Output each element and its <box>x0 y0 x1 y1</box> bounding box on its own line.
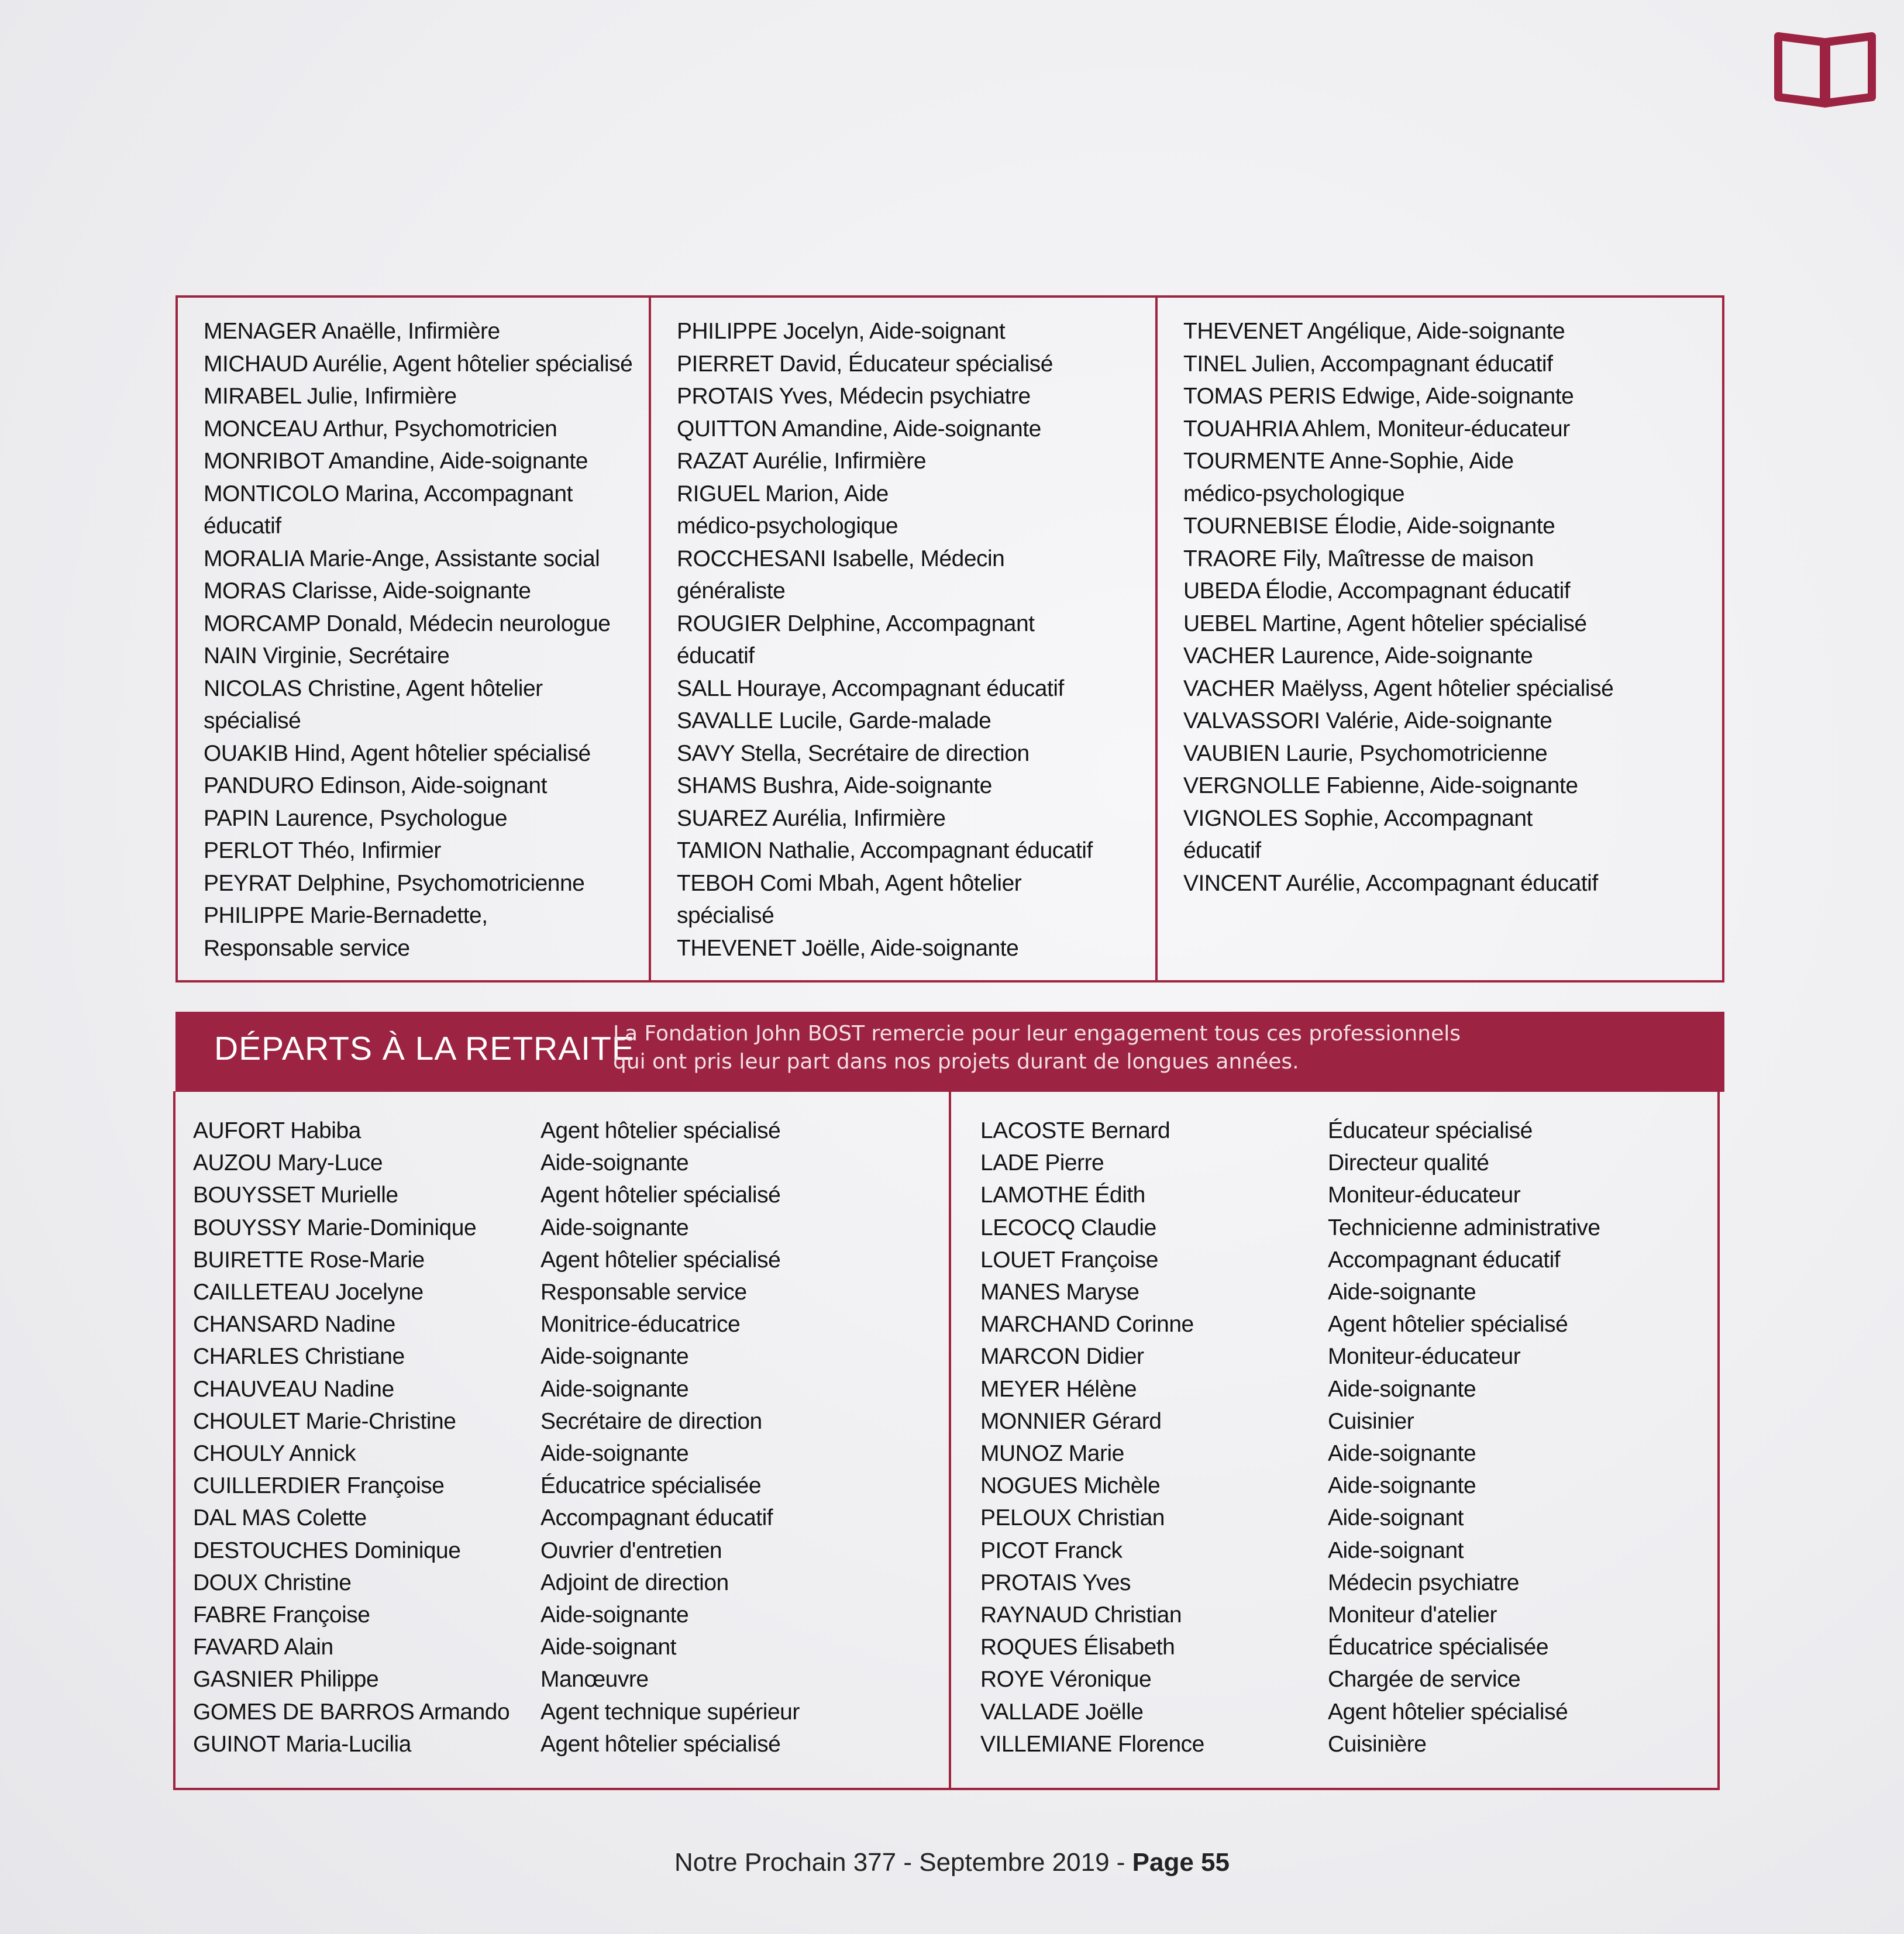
retiree-name: FABRE Françoise <box>193 1602 370 1628</box>
staff-entry: NICOLAS Christine, Agent hôtelier <box>204 675 543 701</box>
retiree-name: CHOULY Annick <box>193 1441 356 1467</box>
retiree-role: Aide-soignant <box>1328 1505 1464 1531</box>
staff-entry: MICHAUD Aurélie, Agent hôtelier spécialisé <box>204 351 633 377</box>
retiree-role: Agent hôtelier spécialisé <box>1328 1312 1568 1337</box>
staff-entry: SAVY Stella, Secrétaire de direction <box>677 740 1030 766</box>
staff-entry: PHILIPPE Marie-Bernadette, <box>204 903 488 928</box>
staff-entry: MENAGER Anaëlle, Infirmière <box>204 319 500 344</box>
staff-entry: SHAMS Bushra, Aide-soignante <box>677 773 992 798</box>
retirement-title: DÉPARTS À LA RETRAITE <box>214 1030 635 1067</box>
staff-entry: UEBEL Martine, Agent hôtelier spécialisé <box>1183 611 1587 636</box>
retiree-role: Aide-soignante <box>540 1602 689 1628</box>
staff-entry: généraliste <box>677 578 786 604</box>
staff-entry: MONCEAU Arthur, Psychomotricien <box>204 416 557 442</box>
retiree-name: LOUET Françoise <box>980 1247 1158 1273</box>
staff-entry: SUAREZ Aurélia, Infirmière <box>677 805 946 831</box>
staff-entry: PAPIN Laurence, Psychologue <box>204 805 508 831</box>
retiree-role: Responsable service <box>540 1280 747 1305</box>
retiree-row <box>980 1470 1706 1502</box>
retiree-name: CHANSARD Nadine <box>193 1312 395 1337</box>
retiree-name: PELOUX Christian <box>980 1505 1165 1531</box>
retiree-role: Agent hôtelier spécialisé <box>1328 1699 1568 1725</box>
staff-entry: éducatif <box>677 643 755 668</box>
retiree-name: MUNOZ Marie <box>980 1441 1124 1467</box>
staff-entry: PERLOT Théo, Infirmier <box>204 838 441 863</box>
retiree-name: MARCHAND Corinne <box>980 1312 1194 1337</box>
retiree-role: Agent hôtelier spécialisé <box>540 1183 781 1208</box>
retiree-name: CHARLES Christiane <box>193 1344 405 1370</box>
retiree-row <box>193 1212 942 1244</box>
retiree-name: MANES Maryse <box>980 1280 1139 1305</box>
retiree-role: Agent hôtelier spécialisé <box>540 1731 781 1757</box>
retiree-role: Médecin psychiatre <box>1328 1570 1519 1595</box>
retiree-role: Aide-soignante <box>1328 1441 1476 1467</box>
retirement-list-box <box>173 1091 1720 1790</box>
retiree-row <box>980 1663 1706 1695</box>
staff-entry: TOURNEBISE Élodie, Aide-soignante <box>1183 513 1555 539</box>
retiree-role: Cuisinière <box>1328 1731 1427 1757</box>
retiree-role: Technicienne administrative <box>1328 1215 1600 1240</box>
retiree-name: PROTAIS Yves <box>980 1570 1131 1595</box>
retirement-intro-line-1: La Fondation John BOST remercie pour leur engagement tous ces professionnels <box>613 1022 1461 1046</box>
staff-entry: PEYRAT Delphine, Psychomotricienne <box>204 870 585 896</box>
retiree-name: BOUYSSET Murielle <box>193 1183 398 1208</box>
retiree-row <box>193 1308 942 1340</box>
retiree-name: DAL MAS Colette <box>193 1505 367 1531</box>
staff-entry: médico-psychologique <box>677 513 898 539</box>
retiree-name: FAVARD Alain <box>193 1635 333 1660</box>
retiree-role: Ouvrier d'entretien <box>540 1537 722 1563</box>
staff-entry: TOMAS PERIS Edwige, Aide-soignante <box>1183 384 1574 409</box>
staff-entry: PANDURO Edinson, Aide-soignant <box>204 773 547 798</box>
retiree-name: DOUX Christine <box>193 1570 352 1595</box>
retiree-row <box>980 1502 1706 1534</box>
retiree-role: Agent hôtelier spécialisé <box>540 1118 781 1143</box>
retiree-row <box>193 1502 942 1534</box>
staff-entry: Responsable service <box>204 935 410 961</box>
staff-entry: RIGUEL Marion, Aide <box>677 481 889 506</box>
retiree-role: Aide-soignante <box>540 1215 689 1240</box>
staff-entry: THEVENET Angélique, Aide-soignante <box>1183 319 1565 344</box>
staff-entry: spécialisé <box>204 708 301 733</box>
retiree-row <box>193 1470 942 1502</box>
retiree-row <box>980 1405 1706 1437</box>
retiree-name: AUFORT Habiba <box>193 1118 361 1143</box>
retirement-banner <box>175 1012 1724 1092</box>
retiree-role: Aide-soignante <box>1328 1473 1476 1499</box>
retiree-name: DESTOUCHES Dominique <box>193 1537 461 1563</box>
staff-entry: TEBOH Comi Mbah, Agent hôtelier <box>677 870 1022 896</box>
retiree-row <box>193 1663 942 1695</box>
retiree-role: Éducatrice spécialisée <box>540 1473 762 1499</box>
staff-entry: MORCAMP Donald, Médecin neurologue <box>204 611 611 636</box>
staff-entry: MORAS Clarisse, Aide-soignante <box>204 578 531 604</box>
page-number: Page 55 <box>1132 1848 1230 1877</box>
staff-entry: VIGNOLES Sophie, Accompagnant <box>1183 805 1533 831</box>
retiree-row <box>980 1147 1706 1179</box>
retiree-row <box>980 1276 1706 1308</box>
retirement-intro-line-2: qui ont pris leur part dans nos projets durant de longues années. <box>613 1050 1299 1074</box>
retiree-name: BUIRETTE Rose-Marie <box>193 1247 425 1273</box>
staff-entry: SAVALLE Lucile, Garde-malade <box>677 708 991 733</box>
retiree-row <box>193 1437 942 1470</box>
retiree-role: Moniteur d'atelier <box>1328 1602 1497 1628</box>
retirement-intro <box>613 1020 1695 1076</box>
retiree-role: Aide-soignant <box>1328 1537 1464 1563</box>
staff-entry: MONRIBOT Amandine, Aide-soignante <box>204 449 588 474</box>
retiree-role: Aide-soignante <box>540 1441 689 1467</box>
retiree-role: Adjoint de direction <box>540 1570 729 1595</box>
retiree-role: Accompagnant éducatif <box>540 1505 773 1531</box>
staff-entry: TOUAHRIA Ahlem, Moniteur-éducateur <box>1183 416 1570 442</box>
retiree-role: Moniteur-éducateur <box>1328 1344 1521 1370</box>
retiree-row <box>193 1535 942 1567</box>
staff-entry: VERGNOLLE Fabienne, Aide-soignante <box>1183 773 1578 798</box>
retiree-row <box>980 1244 1706 1276</box>
retiree-list-right <box>980 1115 1706 1760</box>
retiree-role: Aide-soignante <box>540 1344 689 1370</box>
retiree-role: Monitrice-éducatrice <box>540 1312 741 1337</box>
retiree-row <box>980 1535 1706 1567</box>
retiree-row <box>980 1631 1706 1663</box>
staff-entry: ROUGIER Delphine, Accompagnant <box>677 611 1035 636</box>
staff-entry: NAIN Virginie, Secrétaire <box>204 643 450 668</box>
staff-entry: MONTICOLO Marina, Accompagnant <box>204 481 573 506</box>
retiree-row <box>980 1340 1706 1373</box>
retiree-row <box>193 1147 942 1179</box>
retiree-row <box>980 1115 1706 1147</box>
retiree-row <box>980 1212 1706 1244</box>
retiree-role: Secrétaire de direction <box>540 1408 762 1434</box>
retiree-name: PICOT Franck <box>980 1537 1123 1563</box>
staff-entry: TINEL Julien, Accompagnant éducatif <box>1183 351 1553 377</box>
staff-column-3 <box>1155 298 1722 980</box>
footer-publication: Notre Prochain 377 - Septembre 2019 - <box>674 1848 1132 1877</box>
staff-entry: PHILIPPE Jocelyn, Aide-soignant <box>677 319 1006 344</box>
retiree-row <box>980 1696 1706 1728</box>
retiree-name: GOMES DE BARROS Armando <box>193 1699 510 1725</box>
staff-entry: RAZAT Aurélie, Infirmière <box>677 449 927 474</box>
retiree-role: Aide-soignante <box>540 1150 689 1176</box>
column-divider <box>949 1091 951 1788</box>
retiree-row <box>193 1567 942 1599</box>
retiree-name: VALLADE Joëlle <box>980 1699 1144 1725</box>
staff-entry: éducatif <box>204 513 281 539</box>
staff-list-box <box>175 295 1724 982</box>
retiree-role: Aide-soignant <box>540 1635 676 1660</box>
retiree-name: LADE Pierre <box>980 1150 1104 1176</box>
retiree-row <box>193 1340 942 1373</box>
retiree-name: NOGUES Michèle <box>980 1473 1161 1499</box>
retiree-name: ROQUES Élisabeth <box>980 1635 1175 1660</box>
staff-entry: TAMION Nathalie, Accompagnant éducatif <box>677 838 1093 863</box>
staff-entry: TOURMENTE Anne-Sophie, Aide <box>1183 449 1514 474</box>
retiree-name: GASNIER Philippe <box>193 1667 379 1692</box>
retiree-role: Éducatrice spécialisée <box>1328 1635 1549 1660</box>
retiree-role: Aide-soignante <box>1328 1376 1476 1402</box>
retiree-name: CHOULET Marie-Christine <box>193 1408 456 1434</box>
open-book-icon <box>1772 29 1878 111</box>
retiree-role: Manœuvre <box>540 1667 649 1692</box>
retiree-row <box>980 1308 1706 1340</box>
retiree-name: CHAUVEAU Nadine <box>193 1376 394 1402</box>
retiree-list-left <box>193 1115 942 1760</box>
staff-entry: THEVENET Joëlle, Aide-soignante <box>677 935 1019 961</box>
retiree-name: MONNIER Gérard <box>980 1408 1162 1434</box>
staff-column-1 <box>178 298 649 980</box>
retiree-role: Aide-soignante <box>540 1376 689 1402</box>
retiree-row <box>980 1599 1706 1631</box>
staff-entry: VALVASSORI Valérie, Aide-soignante <box>1183 708 1552 733</box>
retiree-name: CAILLETEAU Jocelyne <box>193 1280 424 1305</box>
staff-entry: VACHER Laurence, Aide-soignante <box>1183 643 1533 668</box>
retiree-row <box>980 1179 1706 1211</box>
staff-entry: UBEDA Élodie, Accompagnant éducatif <box>1183 578 1571 604</box>
retiree-role: Chargée de service <box>1328 1667 1521 1692</box>
staff-entry: médico-psychologique <box>1183 481 1405 506</box>
staff-entry: VINCENT Aurélie, Accompagnant éducatif <box>1183 870 1598 896</box>
retiree-row <box>193 1115 942 1147</box>
retiree-role: Agent technique supérieur <box>540 1699 800 1725</box>
staff-entry: spécialisé <box>677 903 774 928</box>
retiree-row <box>980 1567 1706 1599</box>
retiree-row <box>193 1728 942 1760</box>
staff-entry: OUAKIB Hind, Agent hôtelier spécialisé <box>204 740 591 766</box>
retiree-name: LECOCQ Claudie <box>980 1215 1156 1240</box>
staff-column-2 <box>649 298 1155 980</box>
staff-entry: MORALIA Marie-Ange, Assistante social <box>204 546 600 571</box>
staff-entry: MIRABEL Julie, Infirmière <box>204 384 457 409</box>
retiree-name: GUINOT Maria-Lucilia <box>193 1731 411 1757</box>
staff-entry: TRAORE Fily, Maîtresse de maison <box>1183 546 1534 571</box>
retiree-name: CUILLERDIER Françoise <box>193 1473 445 1499</box>
retiree-role: Directeur qualité <box>1328 1150 1489 1176</box>
retiree-row <box>980 1728 1706 1760</box>
retiree-name: MARCON Didier <box>980 1344 1144 1370</box>
retiree-row <box>193 1179 942 1211</box>
retiree-role: Aide-soignante <box>1328 1280 1476 1305</box>
retiree-name: RAYNAUD Christian <box>980 1602 1182 1628</box>
retiree-role: Agent hôtelier spécialisé <box>540 1247 781 1273</box>
retiree-row <box>193 1244 942 1276</box>
retiree-role: Cuisinier <box>1328 1408 1414 1434</box>
page-footer <box>0 1848 1904 1877</box>
retiree-row <box>193 1276 942 1308</box>
retiree-role: Moniteur-éducateur <box>1328 1183 1521 1208</box>
retiree-name: BOUYSSY Marie-Dominique <box>193 1215 477 1240</box>
staff-entry: PROTAIS Yves, Médecin psychiatre <box>677 384 1031 409</box>
retiree-role: Accompagnant éducatif <box>1328 1247 1561 1273</box>
staff-entry: VAUBIEN Laurie, Psychomotricienne <box>1183 740 1548 766</box>
retiree-name: LACOSTE Bernard <box>980 1118 1170 1143</box>
staff-entry: SALL Houraye, Accompagnant éducatif <box>677 675 1064 701</box>
retiree-row <box>193 1373 942 1405</box>
staff-entry: VACHER Maëlyss, Agent hôtelier spécialisé <box>1183 675 1614 701</box>
retiree-name: VILLEMIANE Florence <box>980 1731 1204 1757</box>
retiree-row <box>980 1373 1706 1405</box>
staff-entry: PIERRET David, Éducateur spécialisé <box>677 351 1053 377</box>
retiree-name: ROYE Véronique <box>980 1667 1152 1692</box>
retiree-row <box>193 1599 942 1631</box>
retiree-name: AUZOU Mary-Luce <box>193 1150 383 1176</box>
staff-entry: ROCCHESANI Isabelle, Médecin <box>677 546 1005 571</box>
staff-entry: QUITTON Amandine, Aide-soignante <box>677 416 1041 442</box>
retiree-name: MEYER Hélène <box>980 1376 1137 1402</box>
retiree-row <box>193 1405 942 1437</box>
retiree-role: Éducateur spécialisé <box>1328 1118 1533 1143</box>
staff-entry: éducatif <box>1183 838 1261 863</box>
retiree-row <box>193 1696 942 1728</box>
retiree-row <box>193 1631 942 1663</box>
retiree-name: LAMOTHE Édith <box>980 1183 1145 1208</box>
retiree-row <box>980 1437 1706 1470</box>
